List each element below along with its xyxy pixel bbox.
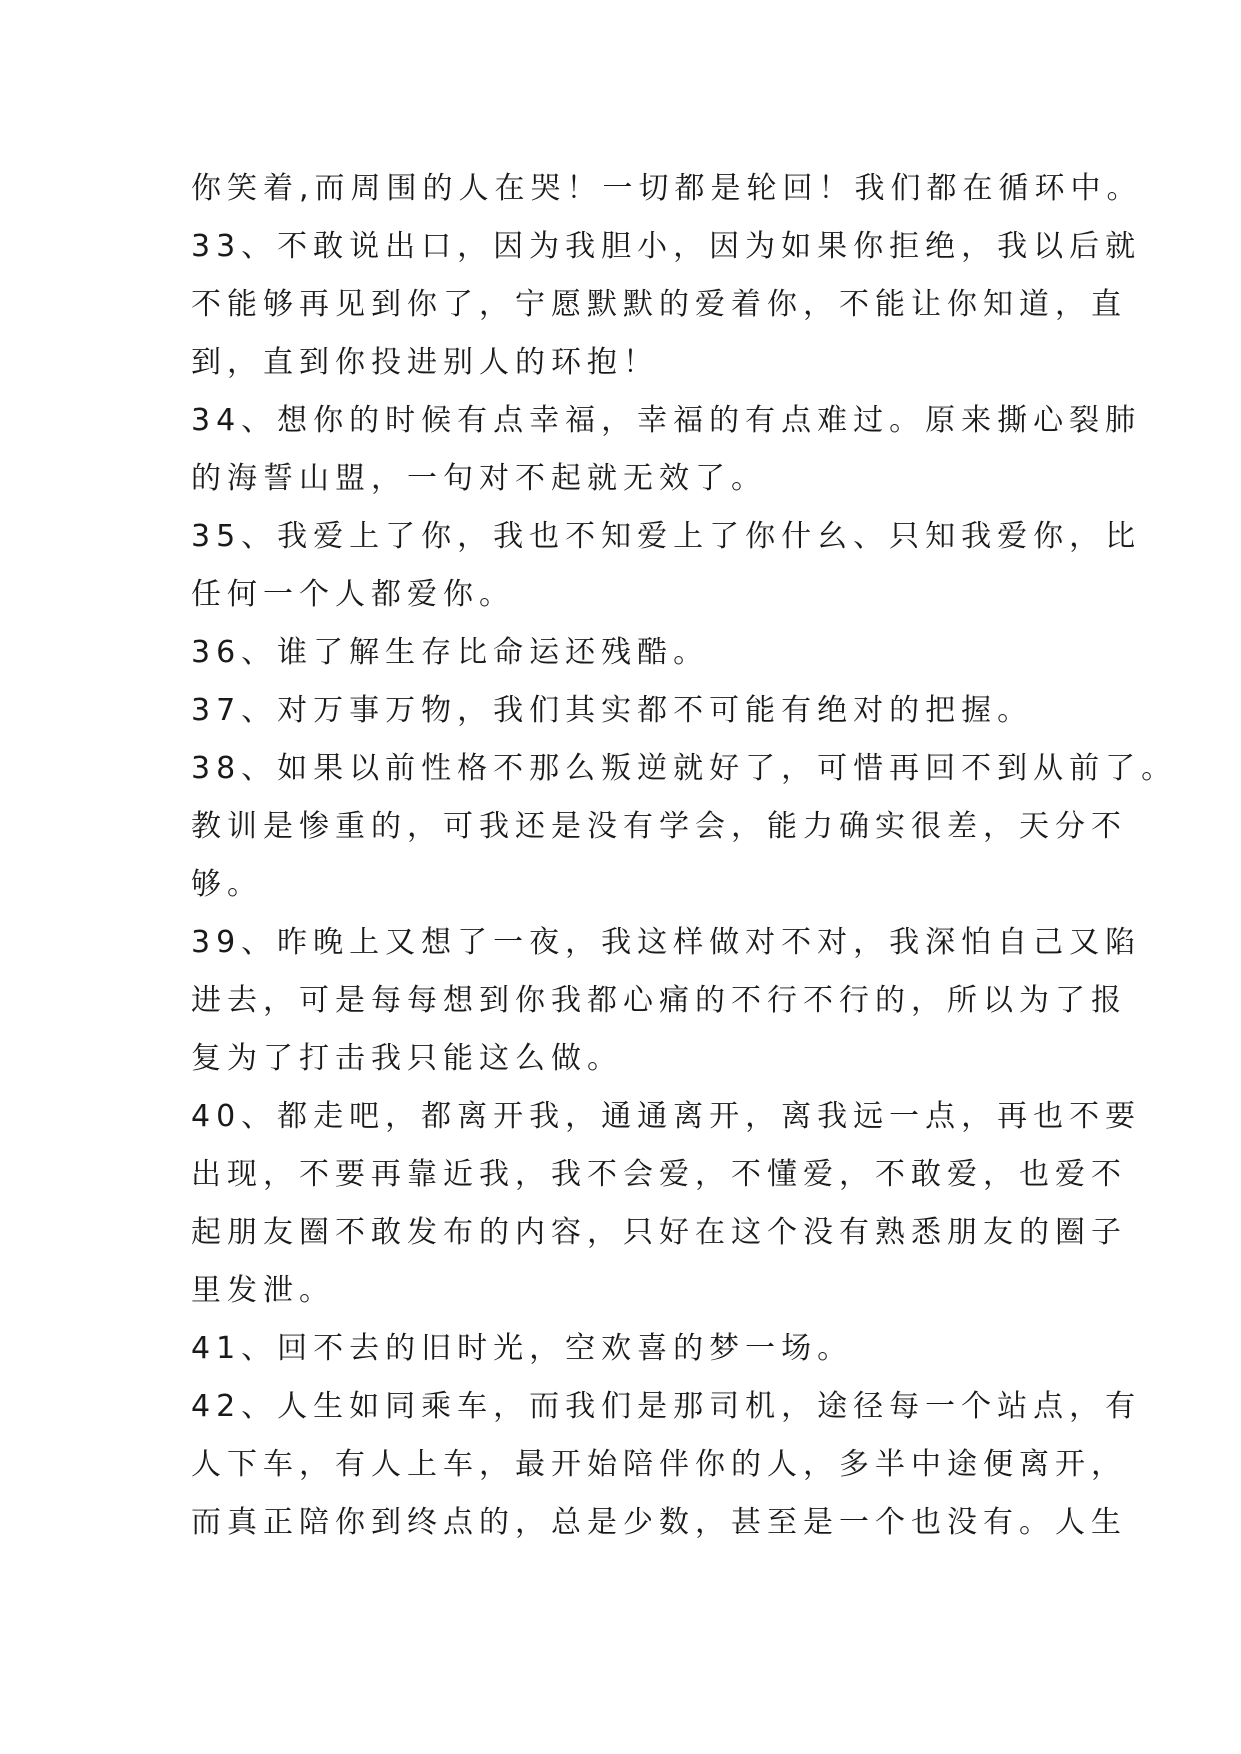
text-line: 42、人生如同乘车，而我们是那司机，途径每一个站点，有 xyxy=(191,1389,1142,1424)
text-line: 34、想你的时候有点幸福，幸福的有点难过。原来撕心裂肺 xyxy=(191,403,1142,438)
text-line: 41、回不去的旧时光，空欢喜的梦一场。 xyxy=(191,1331,854,1366)
text-line: 37、对万事万物，我们其实都不可能有绝对的把握。 xyxy=(191,693,1034,728)
text-line: 36、谁了解生存比命运还残酷。 xyxy=(191,635,710,670)
text-line: 任何一个人都爱你。 xyxy=(191,577,515,612)
text-line: 复为了打击我只能这么做。 xyxy=(191,1041,623,1076)
text-line: 38、如果以前性格不那么叛逆就好了，可惜再回不到从前了。 xyxy=(191,751,1178,786)
text-line: 不能够再见到你了，宁愿默默的爱着你，不能让你知道，直 xyxy=(191,287,1127,322)
text-line: 进去，可是每每想到你我都心痛的不行不行的，所以为了报 xyxy=(191,983,1127,1018)
text-line: 而真正陪你到终点的，总是少数，甚至是一个也没有。人生 xyxy=(191,1505,1127,1540)
text-line: 教训是惨重的，可我还是没有学会，能力确实很差，天分不 xyxy=(191,809,1127,844)
text-line: 人下车，有人上车，最开始陪伴你的人，多半中途便离开， xyxy=(191,1447,1127,1482)
text-line: 40、都走吧，都离开我，通通离开，离我远一点，再也不要 xyxy=(191,1099,1142,1134)
text-line: 够。 xyxy=(191,867,263,902)
text-line: 里发泄。 xyxy=(191,1273,335,1308)
text-line: 35、我爱上了你，我也不知爱上了你什幺、只知我爱你，比 xyxy=(191,519,1142,554)
text-line: 39、昨晚上又想了一夜，我这样做对不对，我深怕自己又陷 xyxy=(191,925,1142,960)
text-line: 你笑着,而周围的人在哭！一切都是轮回！我们都在循环中。 xyxy=(191,171,1143,206)
text-line: 到，直到你投进别人的环抱！ xyxy=(191,345,659,380)
text-line: 33、不敢说出口，因为我胆小，因为如果你拒绝，我以后就 xyxy=(191,229,1142,264)
document-body xyxy=(191,160,1191,1552)
text-line: 出现，不要再靠近我，我不会爱，不懂爱，不敢爱，也爱不 xyxy=(191,1157,1127,1192)
text-line: 的海誓山盟，一句对不起就无效了。 xyxy=(191,461,767,496)
text-line: 起朋友圈不敢发布的内容，只好在这个没有熟悉朋友的圈子 xyxy=(191,1215,1127,1250)
